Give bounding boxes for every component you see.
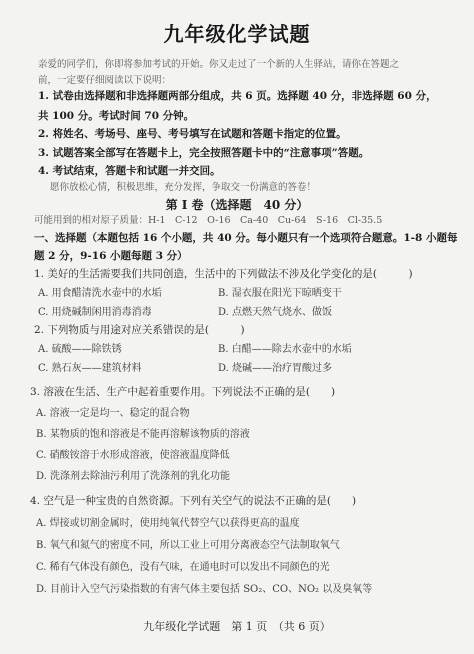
question-4-option-d: D. 目前计入空气污染指数的有害气体主要包括 SO₂、CO、NO₂ 以及臭氧等 bbox=[36, 584, 373, 595]
question-1-option-d: D. 点燃天然气烧水、做饭 bbox=[218, 307, 333, 318]
question-4-stem: 4. 空气是一种宝贵的自然资源。下列有关空气的说法不正确的是( ) bbox=[30, 495, 357, 507]
question-3-stem: 3. 溶液在生活、生产中起着重要作用。下列说法不正确的是( ) bbox=[30, 386, 336, 398]
question-2-option-a: A. 硫酸——除铁锈 bbox=[38, 344, 122, 355]
question-1-option-a: A. 用食醋清洗水壶中的水垢 bbox=[38, 288, 162, 299]
question-3-option-b: B. 某物质的饱和溶液是不能再溶解该物质的溶液 bbox=[36, 429, 250, 440]
question-1-stem: 1. 美好的生活需要我们共同创造，生活中的下列做法不涉及化学变化的是( ) bbox=[34, 268, 413, 280]
intro-wish: 愿你放松心情，积极思维，充分发挥，争取交一份满意的答卷！ bbox=[50, 182, 317, 193]
question-4-option-a: A. 焊接或切割金属时，使用纯氧代替空气以获得更高的温度 bbox=[36, 518, 300, 529]
intro-greeting: 亲爱的同学们，你即将参加考试的开始。你又走过了一个新的人生驿站，请你在答题之 bbox=[38, 59, 400, 70]
section-header: 第 I 卷（选择题 40 分） bbox=[165, 198, 309, 212]
note-1b: 共 100 分。考试时间 70 分钟。 bbox=[38, 110, 195, 122]
question-2-option-b: B. 白醋——除去水壶中的水垢 bbox=[218, 344, 352, 355]
section-instruction-b: 题 2 分，9-16 小题每题 3 分） bbox=[34, 250, 188, 262]
question-3-option-d: D. 洗涤剂去除油污利用了洗涤剂的乳化功能 bbox=[36, 471, 231, 482]
note-2: 2. 将姓名、考场号、座号、考号填写在试题和答题卡指定的位置。 bbox=[38, 128, 347, 140]
question-3-option-a: A. 溶液一定是均一、稳定的混合物 bbox=[36, 408, 190, 419]
question-2-stem: 2. 下列物质与用途对应关系错误的是( ) bbox=[34, 324, 245, 336]
question-1-option-c: C. 用烧碱制闲用消毒消毒 bbox=[38, 307, 152, 318]
page-footer: 九年级化学试题 第 1 页 （共 6 页） bbox=[143, 620, 331, 633]
question-2-option-c: C. 熟石灰——建筑材料 bbox=[38, 363, 142, 374]
intro-prompt: 前，一定要仔细阅读以下说明： bbox=[38, 75, 172, 86]
atomic-masses: 可能用到的相对原子质量：H-1 C-12 O-16 Ca-40 Cu-64 S-16 Cl-35.5 bbox=[34, 215, 383, 226]
note-4: 4. 考试结束，答题卡和试题一并交回。 bbox=[38, 165, 221, 177]
question-2-option-d: D. 烧碱——治疗胃酸过多 bbox=[218, 363, 333, 374]
section-instruction-a: 一、选择题（本题包括 16 个小题，共 40 分。每小题只有一个选项符合题意。1-8 小题每 bbox=[34, 232, 458, 244]
question-3-option-c: C. 硝酸铵溶于水形成溶液，使溶液温度降低 bbox=[36, 450, 230, 461]
page-title: 九年级化学试题 bbox=[163, 22, 311, 46]
note-3: 3. 试题答案全部写在答题卡上，完全按照答题卡中的“注意事项”答题。 bbox=[38, 147, 370, 159]
question-1-option-b: B. 湿衣服在阳光下晾晒变干 bbox=[218, 288, 342, 299]
question-4-option-c: C. 稀有气体没有颜色，没有气味，在通电时可以发出不同颜色的光 bbox=[36, 562, 330, 573]
question-4-option-b: B. 氧气和氮气的密度不同，所以工业上可用分离液态空气法制取氧气 bbox=[36, 540, 340, 551]
note-1a: 1. 试卷由选择题和非选择题两部分组成，共 6 页。选择题 40 分，非选择题 60 分， bbox=[38, 90, 437, 102]
